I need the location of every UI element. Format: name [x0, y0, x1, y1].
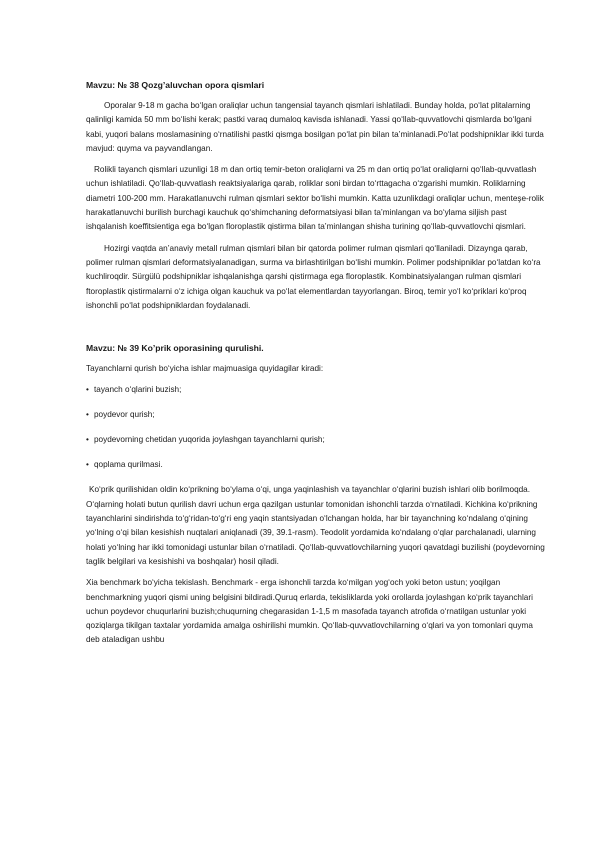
list-item	[86, 408, 548, 421]
section-38-paragraph-1: Oporalar 9-18 m gacha bo‘lgan oraliqlar uchun tangensial tayanch qismlari ishlatiladi. Bunday holda, po‘lat plitalarning qalinligi kamida 50 mm bo‘lishi kerak; pastki varaq dumaloq kavisda ishlanadi. Yassi qo‘llab-quvvatlovchi qismlarda bo‘lgani kabi, yuqori balans moslamasining o‘rnatilishi pastki qismga bosilgan po‘lat pin bilan ta’minlanadi.Po‘lat podshipniklar ikki turda mavjud: quyma va payvandlangan.	[86, 101, 544, 153]
list-item	[86, 383, 548, 396]
section-39-intro: Tayanchlarni qurish bo‘yicha ishlar majmuasiga quyidagilar kiradi:	[86, 364, 324, 374]
bullet-icon: •	[86, 385, 89, 395]
list-item	[86, 458, 548, 471]
document-body	[86, 79, 548, 655]
bullet-icon: •	[86, 460, 89, 470]
bullet-icon: •	[86, 410, 89, 420]
list-item-text: tayanch o‘qlarini buzish;	[94, 385, 182, 395]
section-39-paragraph-1: Ko‘prik qurilishidan oldin ko‘prikning bo‘ylama o‘qi, unga yaqinlashish va tayanchlar o‘qlarini buzish ishlari olib borilmoqda. O‘qlarning holati butun qurilish davri uchun erga qazilgan ustunlar tomonidan ishonchli tarzda o‘rnatiladi. Kichkina ko‘prikning tayanchlarini sindirishda to‘g‘ridan-to‘g‘ri eng yaqin stantsiyadan o‘lchangan holda, har bir tayanchning ko‘ndalang o‘qining yo‘lning o‘qi bilan kesishish nuqtalari aniqlanadi (39, 39.1-rasm). Teodolit yordamida ko‘ndalang o‘qlar parchalanadi, ularning holati yo‘lning har ikki tomonidagi ustunlar bilan o‘rnatiladi. Qo‘llab-quvvatlovchilarning yuqori qavatdagi buzilishi (poydevorning taglik belgilari va kesishishi va boshqalar) hosil qiladi.	[86, 485, 545, 566]
list-item-text: qoplama qurilmasi.	[94, 460, 163, 470]
list-item-text: poydevorning chetidan yuqorida joylashgan tayanchlarni qurish;	[94, 435, 325, 445]
section-39-paragraph-2: Xia benchmark bo‘yicha tekislash. Benchmark - erga ishonchli tarzda ko‘milgan yog‘och yoki beton ustun; yoqilgan benchmarkning yuqori qismi uning belgisini bildiradi.Quruq erlarda, tekisliklarda yoki orollarda joylashgan ko‘prik tayanchlari uchun poydevor chuqurlarini buzish;chuqurning chegarasidan 1-1,5 m masofada tayanch atrofida o‘rnatilgan ustunlar yoki qoziqlarga tikilgan taxtalar yordamida amalga oshirilishi mumkin. Qo‘llab-quvvatlovchilarning o‘qlari va yon tomonlari quyma deb ataladigan ushbu	[86, 578, 533, 645]
section-38-title: Mavzu: № 38 Qozg’aluvchan opora qismlari	[86, 80, 265, 90]
section-38-paragraph-3: Hozirgi vaqtda an’anaviy metall rulman qismlari bilan bir qatorda polimer rulman qismlari qo‘llaniladi. Dizaynga qarab, polimer rulman qismlari deformatsiyalanadigan, surma va birlashtirilgan bo‘lishi mumkin. Polimer podshipniklar po‘latdan ko‘ra kuchliroqdir. Sürgülü podshipniklar ishqalanishga qarshi qistirmaga ega floroplastik. Kombinatsiyalangan rulman qismlari ftoroplastik qistirmalarni o‘z ichiga olgan kauchuk va po‘lat elementlardan tayyorlangan. Biroq, temir yo‘l ko‘priklari ko‘proq ishonchli po‘lat podshipniklardan foydalanadi.	[86, 243, 541, 310]
section-spacer	[86, 320, 548, 342]
section-38-paragraph-2: Rolikli tayanch qismlari uzunligi 18 m dan ortiq temir-beton oraliqlarni va 25 m dan ortiq po‘lat oraliqlarni qo‘llab-quvvatlash uchun ishlatiladi. Qo‘llab-quvvatlash reaktsiyalariga qarab, roliklar soni birdan to‘rttagacha o‘zgarishi mumkin. Roliklarning diametri 100-200 mm. Harakatlanuvchi rulman qismlari sektor bo‘lishi mumkin. Katta uzunlikdagi oraliqlar uchun, menteşe-rolik harakatlanuvchi burilish burchagi kauchuk qo‘shimchaning deformatsiyasi bilan ta’minlangan va bo‘ylama siljish past ishqalanish koeffitsientiga ega bo‘lgan floroplastik qistirma bilan ta’minlangan shisha turining qo‘llab-quvvatlovchi qismlari.	[86, 165, 544, 232]
bullet-icon: •	[86, 435, 89, 445]
list-item	[86, 433, 548, 446]
list-item-text: poydevor qurish;	[94, 410, 155, 420]
section-39-title: Mavzu: № 39 Ko’prik oporasining qurulishi.	[86, 343, 264, 354]
